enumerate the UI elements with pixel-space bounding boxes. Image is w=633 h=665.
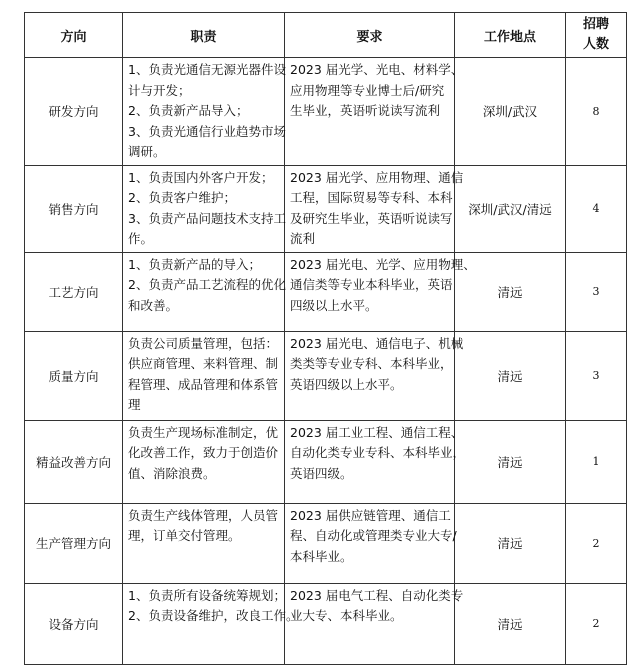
direction-cell: 精益改善方向 bbox=[25, 420, 123, 503]
requirements-cell bbox=[285, 503, 455, 583]
duties-cell bbox=[123, 583, 299, 664]
duties-line: 化改善工作，致力于创造价 bbox=[128, 445, 279, 460]
location-cell: 清远 bbox=[455, 420, 566, 503]
duties-cell bbox=[123, 252, 285, 331]
duties-line: 理，订单交付管理。 bbox=[128, 528, 241, 543]
recruitment-table bbox=[24, 12, 627, 665]
requirements-line: 本科毕业。 bbox=[290, 548, 353, 564]
requirements-line: 四级以上水平。 bbox=[290, 297, 378, 313]
duties-line: 程管理、成品管理和体系管 bbox=[128, 376, 279, 392]
header-requirements: 要求 bbox=[285, 13, 455, 58]
requirements-line: 自动化类专业专科、本科毕业， bbox=[290, 445, 466, 460]
requirements-line: 通信类等专业本科毕业，英语 bbox=[290, 277, 453, 292]
requirements-line: 英语四级。 bbox=[290, 465, 353, 481]
headcount-cell: 1 bbox=[566, 420, 627, 503]
table-row bbox=[25, 331, 627, 420]
direction-cell: 质量方向 bbox=[25, 331, 123, 420]
headcount-cell: 2 bbox=[566, 503, 627, 583]
duties-cell bbox=[123, 58, 285, 166]
table-row bbox=[25, 252, 627, 331]
header-headcount bbox=[566, 13, 627, 58]
requirements-line: 2023 届光学、应用物理、通信 bbox=[290, 169, 464, 185]
duties-line: 供应商管理、来料管理、制 bbox=[128, 356, 279, 371]
duties-cell bbox=[123, 165, 285, 252]
requirements-line: 类类等专业专科、本科毕业， bbox=[290, 356, 453, 371]
duties-line: 1、负责新产品的导入； bbox=[128, 256, 261, 272]
duties-cell bbox=[123, 420, 285, 503]
direction-cell: 研发方向 bbox=[25, 58, 123, 166]
headcount-cell: 8 bbox=[566, 58, 627, 166]
location-cell: 清远 bbox=[455, 331, 566, 420]
duties-line: 3、负责产品问题技术支持工 bbox=[128, 210, 286, 226]
requirements-line: 生毕业，英语听说读写流利 bbox=[290, 103, 441, 118]
headcount-cell: 4 bbox=[566, 165, 627, 252]
direction-cell: 生产管理方向 bbox=[25, 503, 123, 583]
location-cell: 深圳/武汉/清远 bbox=[455, 165, 566, 252]
requirements-cell bbox=[285, 420, 466, 503]
duties-line: 1、负责所有设备统筹规划； bbox=[128, 587, 286, 603]
header-duties: 职责 bbox=[123, 13, 285, 58]
location-cell: 深圳/武汉 bbox=[455, 58, 566, 166]
requirements-line: 2023 届光电、光学、应用物理、 bbox=[290, 256, 476, 272]
duties-line: 2、负责设备维护，改良工作。 bbox=[128, 608, 299, 623]
header-headcount-line1: 招聘 bbox=[582, 17, 609, 32]
duties-line: 负责公司质量管理，包括： bbox=[128, 335, 279, 351]
requirements-line: 应用物理等专业博士后/研究 bbox=[290, 82, 445, 98]
headcount-cell: 2 bbox=[566, 583, 627, 664]
table-row bbox=[25, 58, 627, 166]
requirements-line: 英语四级以上水平。 bbox=[290, 376, 403, 392]
duties-line: 负责生产线体管理，人员管 bbox=[128, 507, 279, 523]
duties-line: 和改善。 bbox=[128, 297, 179, 313]
requirements-line: 程、自动化或管理类专业大专/ bbox=[290, 528, 457, 543]
table-row bbox=[25, 583, 627, 664]
header-location: 工作地点 bbox=[455, 13, 566, 58]
location-cell: 清远 bbox=[455, 252, 566, 331]
location-cell: 清远 bbox=[455, 583, 566, 664]
duties-line: 2、负责新产品导入； bbox=[128, 103, 249, 118]
header-headcount-line2: 人数 bbox=[582, 37, 609, 52]
table-row bbox=[25, 420, 627, 503]
duties-line: 3、负责光通信行业趋势市场 bbox=[128, 123, 286, 139]
requirements-cell bbox=[285, 58, 464, 166]
duties-line: 1、负责光通信无源光器件设 bbox=[128, 62, 286, 77]
table-row bbox=[25, 165, 627, 252]
requirements-line: 流利 bbox=[290, 231, 316, 246]
requirements-line: 2023 届供应链管理、通信工 bbox=[290, 507, 451, 523]
header-direction: 方向 bbox=[25, 13, 123, 58]
requirements-line: 及研究生毕业，英语听说读写 bbox=[290, 210, 453, 226]
duties-cell bbox=[123, 503, 285, 583]
headcount-cell: 3 bbox=[566, 252, 627, 331]
requirements-line: 工程，国际贸易等专科、本科 bbox=[290, 190, 453, 205]
location-cell: 清远 bbox=[455, 503, 566, 583]
requirements-line: 2023 届电气工程、自动化类专 bbox=[290, 587, 464, 603]
header-row bbox=[25, 13, 627, 58]
duties-line: 调研。 bbox=[128, 144, 166, 159]
requirements-line: 业大专、本科毕业。 bbox=[290, 608, 403, 623]
duties-line: 负责生产现场标准制定，优 bbox=[128, 424, 279, 440]
duties-line: 1、负责国内外客户开发； bbox=[128, 169, 274, 185]
requirements-cell bbox=[285, 252, 476, 331]
requirements-line: 2023 届光电、通信电子、机械 bbox=[290, 335, 464, 351]
requirements-cell bbox=[285, 583, 464, 664]
direction-cell: 工艺方向 bbox=[25, 252, 123, 331]
requirements-line: 2023 届光学、光电、材料学、 bbox=[290, 62, 464, 77]
requirements-line: 2023 届工业工程、通信工程、 bbox=[290, 424, 464, 440]
requirements-cell bbox=[285, 331, 464, 420]
duties-line: 计与开发； bbox=[128, 82, 191, 98]
headcount-cell: 3 bbox=[566, 331, 627, 420]
direction-cell: 设备方向 bbox=[25, 583, 123, 664]
duties-line: 值、消除浪费。 bbox=[128, 465, 216, 481]
duties-cell bbox=[123, 331, 285, 420]
table-row bbox=[25, 503, 627, 583]
duties-line: 2、负责客户维护； bbox=[128, 190, 236, 205]
duties-line: 作。 bbox=[128, 231, 154, 246]
requirements-cell bbox=[285, 165, 464, 252]
duties-line: 理 bbox=[128, 397, 141, 412]
direction-cell: 销售方向 bbox=[25, 165, 123, 252]
duties-line: 2、负责产品工艺流程的优化 bbox=[128, 277, 286, 292]
